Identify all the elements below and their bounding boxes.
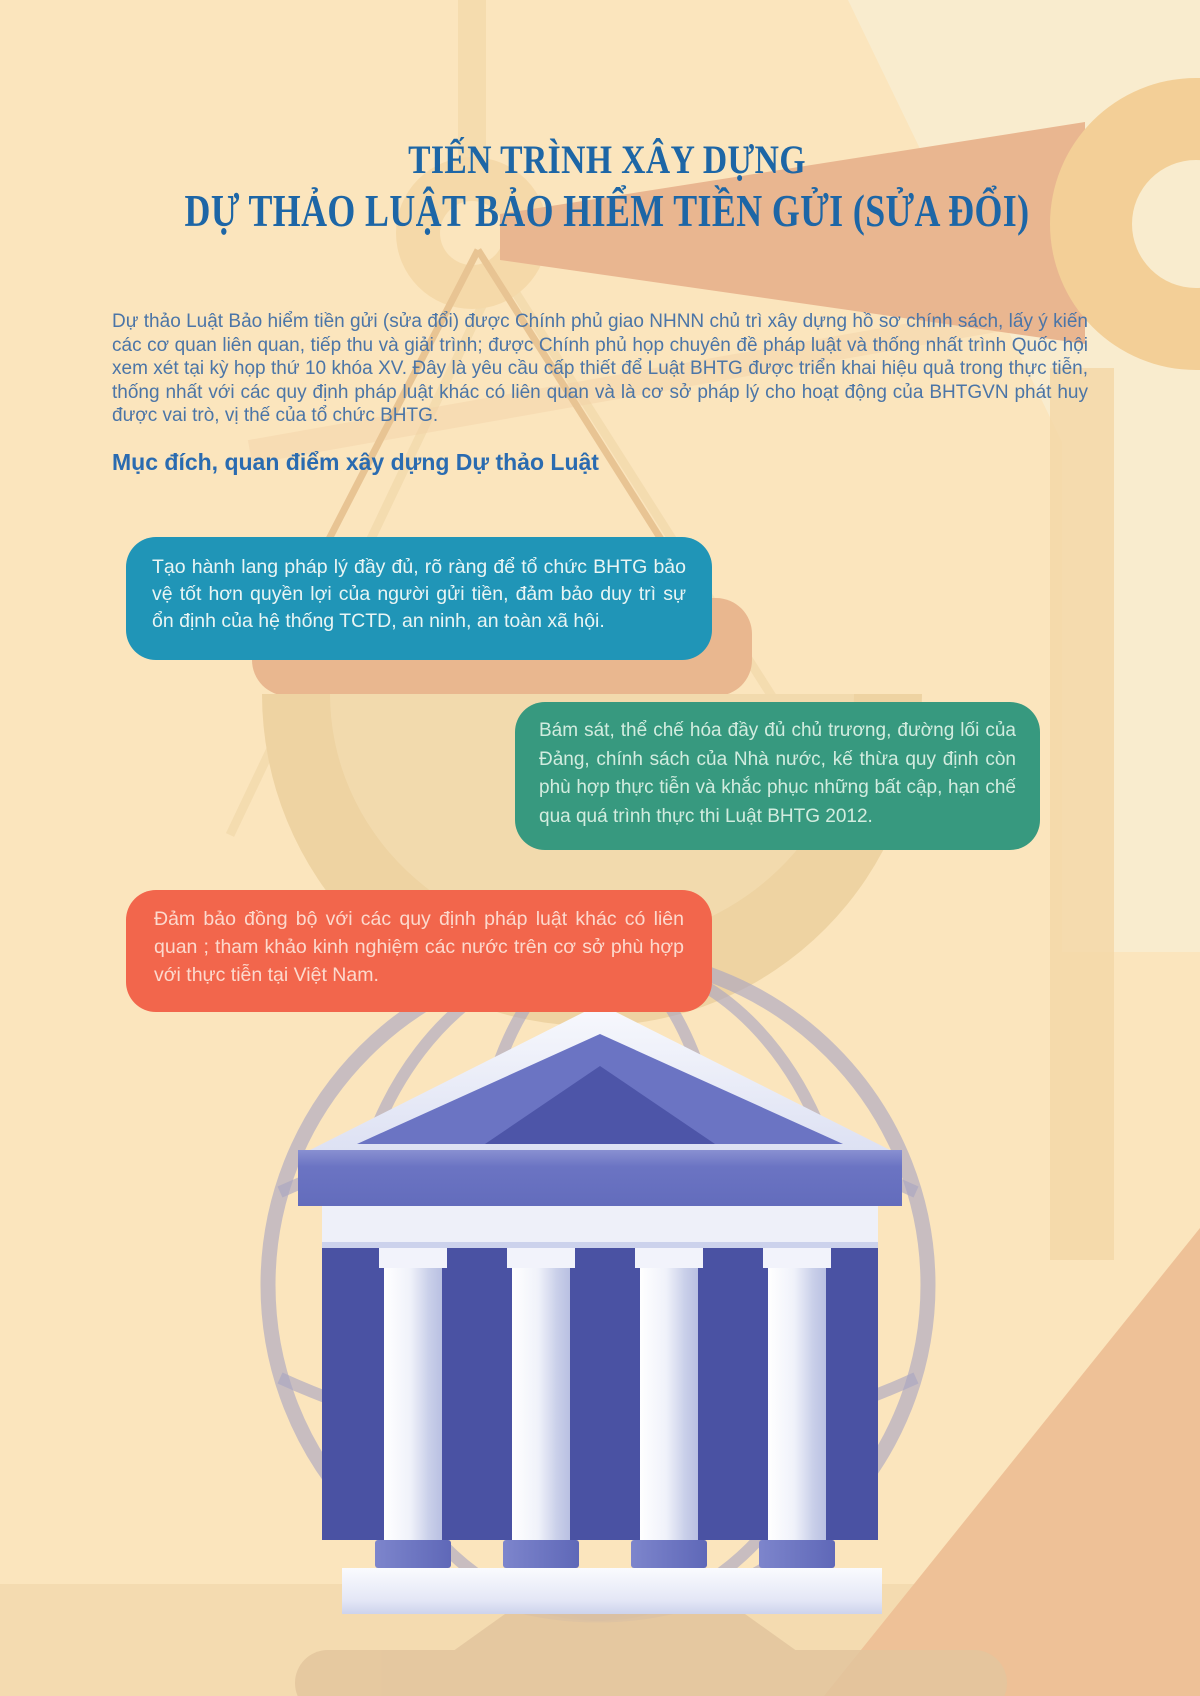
page-title: [7, 136, 1200, 238]
objective-box-institutionalization: [515, 702, 1040, 850]
intro-paragraph: Dự thảo Luật Bảo hiểm tiền gửi (sửa đổi) được Chính phủ giao NHNN chủ trì xây dựng hồ sơ chính sách, lấy ý kiến các cơ quan liên quan, tiếp thu và giải trình; được Chính phủ họp chuyên đề pháp luật và thống nhất trình Quốc hội xem xét tại kỳ họp thứ 10 khóa XV. Đây là yêu cầu cấp thiết để Luật BHTG được triển khai hiệu quả trong thực tiễn, thống nhất với các quy định pháp luật khác có liên quan và là cơ sở pháp lý cho hoạt động của BHTGVN phát huy được vai trò, vị thế của tổ chức BHTG.: [112, 311, 1088, 426]
objective-box-consistency: [126, 890, 712, 1012]
title-line-1: TIẾN TRÌNH XÂY DỰNG: [408, 137, 806, 182]
objective-text: Đảm bảo đồng bộ với các quy định pháp luật khác có liên quan ; tham khảo kinh nghiệm các nước trên cơ sở phù hợp với thực tiễn tại Việt Nam.: [154, 908, 684, 986]
objective-text: Bám sát, thể chế hóa đầy đủ chủ trương, đường lối của Đảng, chính sách của Nhà nước, kế thừa quy định còn phù hợp thực tiễn và khắc phục những bất cập, hạn chế qua quá trình thực thi Luật BHTG 2012.: [539, 720, 1016, 827]
objective-text: Tạo hành lang pháp lý đầy đủ, rõ ràng để tổ chức BHTG bảo vệ tốt hơn quyền lợi của người gửi tiền, đảm bảo duy trì sự ổn định của hệ thống TCTD, an ninh, an toàn xã hội.: [152, 556, 686, 632]
section-heading: Mục đích, quan điểm xây dựng Dự thảo Luật: [112, 449, 599, 475]
objective-box-legal-framework: [126, 537, 712, 660]
title-line-2: DỰ THẢO LUẬT BẢO HIỂM TIỀN GỬI (SỬA ĐỔI): [184, 185, 1030, 236]
